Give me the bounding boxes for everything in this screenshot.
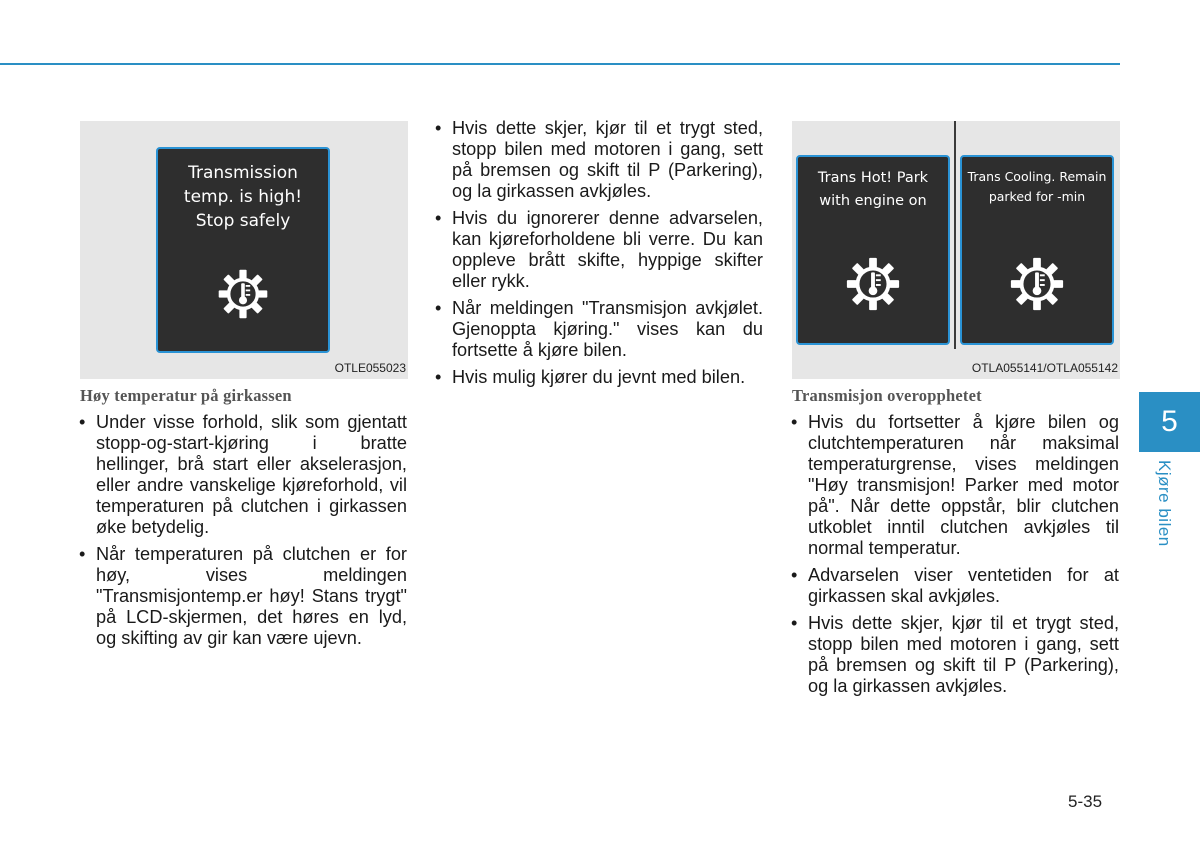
list-item: • Hvis dette skjer, kjør til et trygt sted, stopp bilen med motoren i gang, sett på bremsen og skift til P (Parkering), og la girkassen avkjøles. — [435, 118, 763, 202]
figure-code: OTLE055023 — [334, 361, 406, 375]
transmission-temperature-gear-icon — [844, 255, 902, 313]
transmission-temperature-gear-icon — [1008, 255, 1066, 313]
bullet-list-high-temp — [79, 412, 407, 655]
figure-transmission-overheat — [792, 121, 1120, 379]
section-heading-high-temp: Høy temperatur på girkassen — [80, 386, 292, 405]
chapter-number-tab: 5 — [1139, 392, 1200, 452]
list-item: • Når temperaturen på clutchen er for høy, vises meldingen "Transmisjontemp.er høy! Stans trygt" på LCD-skjermen, det høres en lyd, og skifting av gir kan være ujevn. — [79, 544, 407, 649]
lcd-screen-left — [796, 155, 950, 345]
list-item: • Under visse forhold, slik som gjentatt stopp-og-start-kjøring i bratte hellinger, brå start eller akselerasjon, eller andre vanskelige kjøreforhold, vil temperaturen på clutchen i girkassen øke betydelig. — [79, 412, 407, 538]
figure-code: OTLA055141/OTLA055142 — [971, 361, 1118, 375]
list-item: • Når meldingen "Transmisjon avkjølet. Gjenoppta kjøring." vises kan du fortsette å kjøre bilen. — [435, 298, 763, 361]
figure-transmission-high-temp — [80, 121, 408, 379]
bullet-list-overheat — [791, 412, 1119, 703]
chapter-title: Kjøre bilen — [1155, 460, 1174, 547]
list-item: • Hvis du fortsetter å kjøre bilen og clutchtemperaturen når maksimal temperaturgrense, vises meldingen "Høy transmisjon! Parker med motor på". Når dette oppstår, blir clutchen utkoblet inntil clutchen avkjøles til normal temperatur. — [791, 412, 1119, 559]
list-item: • Hvis du ignorerer denne advarselen, kan kjøreforholdene bli verre. Du kan oppleve brått skifte, hyppige skifter eller rykk. — [435, 208, 763, 292]
lcd-message: Transmission temp. is high! Stop safely — [183, 163, 303, 231]
list-item: • Hvis mulig kjører du jevnt med bilen. — [435, 367, 763, 388]
lcd-screen-right — [960, 155, 1114, 345]
transmission-temperature-gear-icon — [216, 267, 270, 321]
list-item: • Advarselen viser ventetiden for at girkassen skal avkjøles. — [791, 565, 1119, 607]
list-item: • Hvis dette skjer, kjør til et trygt sted, stopp bilen med motoren i gang, sett på bremsen og skift til P (Parkering), og la girkassen avkjøles. — [791, 613, 1119, 697]
lcd-message-right: Trans Cooling. Remain parked for -min — [967, 169, 1107, 204]
lcd-message-left: Trans Hot! Park with engine on — [817, 170, 929, 209]
section-heading-overheat: Transmisjon overopphetet — [792, 386, 982, 405]
lcd-screen — [156, 147, 330, 353]
figure-divider — [954, 121, 956, 349]
page-number: 5-35 — [1068, 792, 1103, 811]
header-rule — [0, 63, 1120, 65]
bullet-list-continued — [435, 118, 763, 394]
